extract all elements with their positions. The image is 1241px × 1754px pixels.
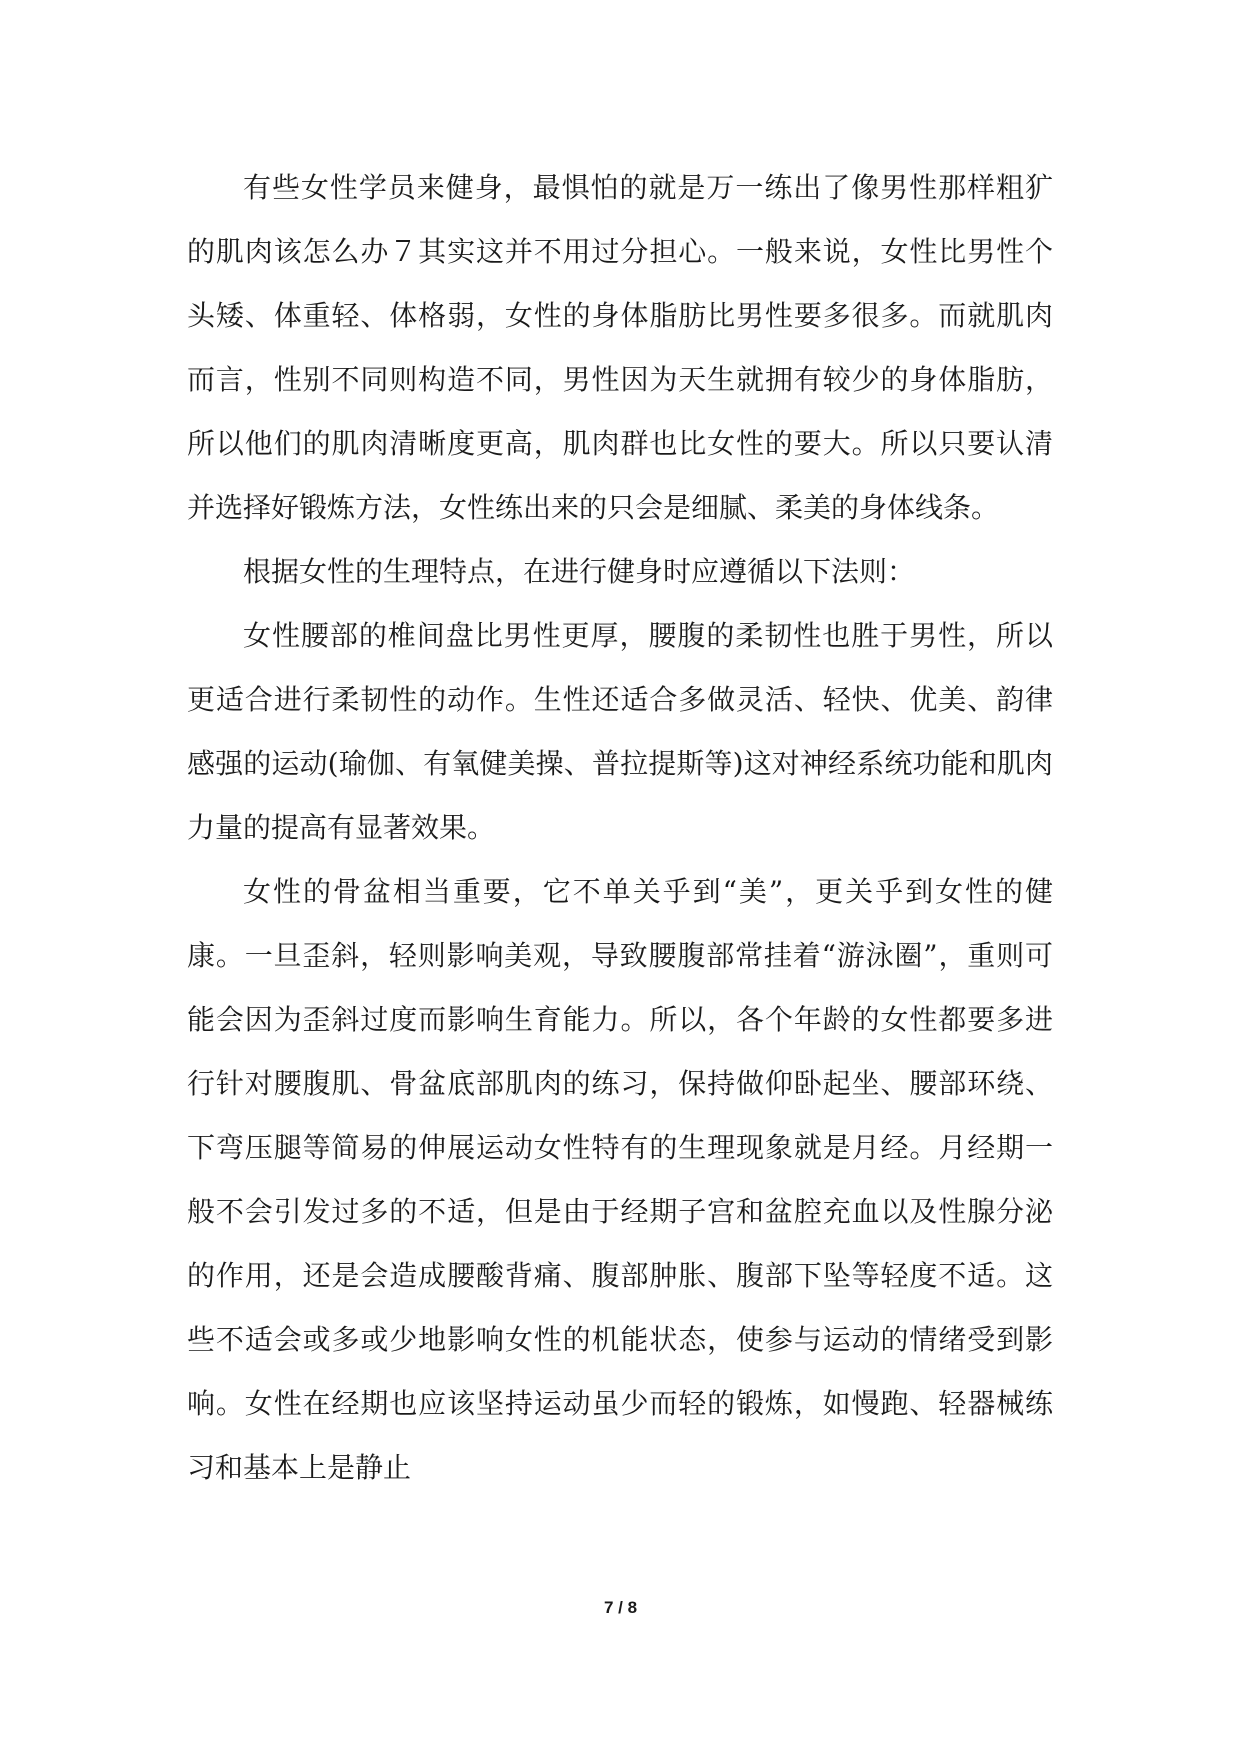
paragraph-4: 女性的骨盆相当重要，它不单关乎到“美”，更关乎到女性的健康。一旦歪斜，轻则影响美观，导致腰腹部常挂着“游泳圈”，重则可能会因为歪斜过度而影响生育能力。所以，各个年龄的女性都要多进行针对腰腹肌、骨盆底部肌肉的练习，保持做仰卧起坐、腰部环绕、下弯压腿等简易的伸展运动女性特有的生理现象就是月经。月经期一般不会引发过多的不适，但是由于经期子宫和盆腔充血以及性腺分泌的作用，还是会造成腰酸背痛、腹部肿胀、腹部下坠等轻度不适。这些不适会或多或少地影响女性的机能状态，使参与运动的情绪受到影响。女性在经期也应该坚持运动虽少而轻的锻炼，如慢跑、轻器械练习和基本上是静止 <box>187 875 1053 1484</box>
page-number: 7 / 8 <box>603 1598 638 1617</box>
body-text <box>187 156 1053 1500</box>
paragraph-3: 女性腰部的椎间盘比男性更厚，腰腹的柔韧性也胜于男性，所以更适合进行柔韧性的动作。生性还适合多做灵活、轻快、优美、韵律感强的运动(瑜伽、有氧健美操、普拉提斯等)这对神经系统功能和肌肉力量的提高有显著效果。 <box>187 619 1053 844</box>
paragraph-1: 有些女性学员来健身，最惧怕的就是万一练出了像男性那样粗犷的肌肉该怎么办７其实这并不用过分担心。一般来说，女性比男性个头矮、体重轻、体格弱，女性的身体脂肪比男性要多很多。而就肌肉而言，性别不同则构造不同，男性因为天生就拥有较少的身体脂肪，所以他们的肌肉清晰度更高，肌肉群也比女性的要大。所以只要认清并选择好锻炼方法，女性练出来的只会是细腻、柔美的身体线条。 <box>187 171 1053 524</box>
paragraph-2: 根据女性的生理特点，在进行健身时应遵循以下法则： <box>243 555 916 588</box>
